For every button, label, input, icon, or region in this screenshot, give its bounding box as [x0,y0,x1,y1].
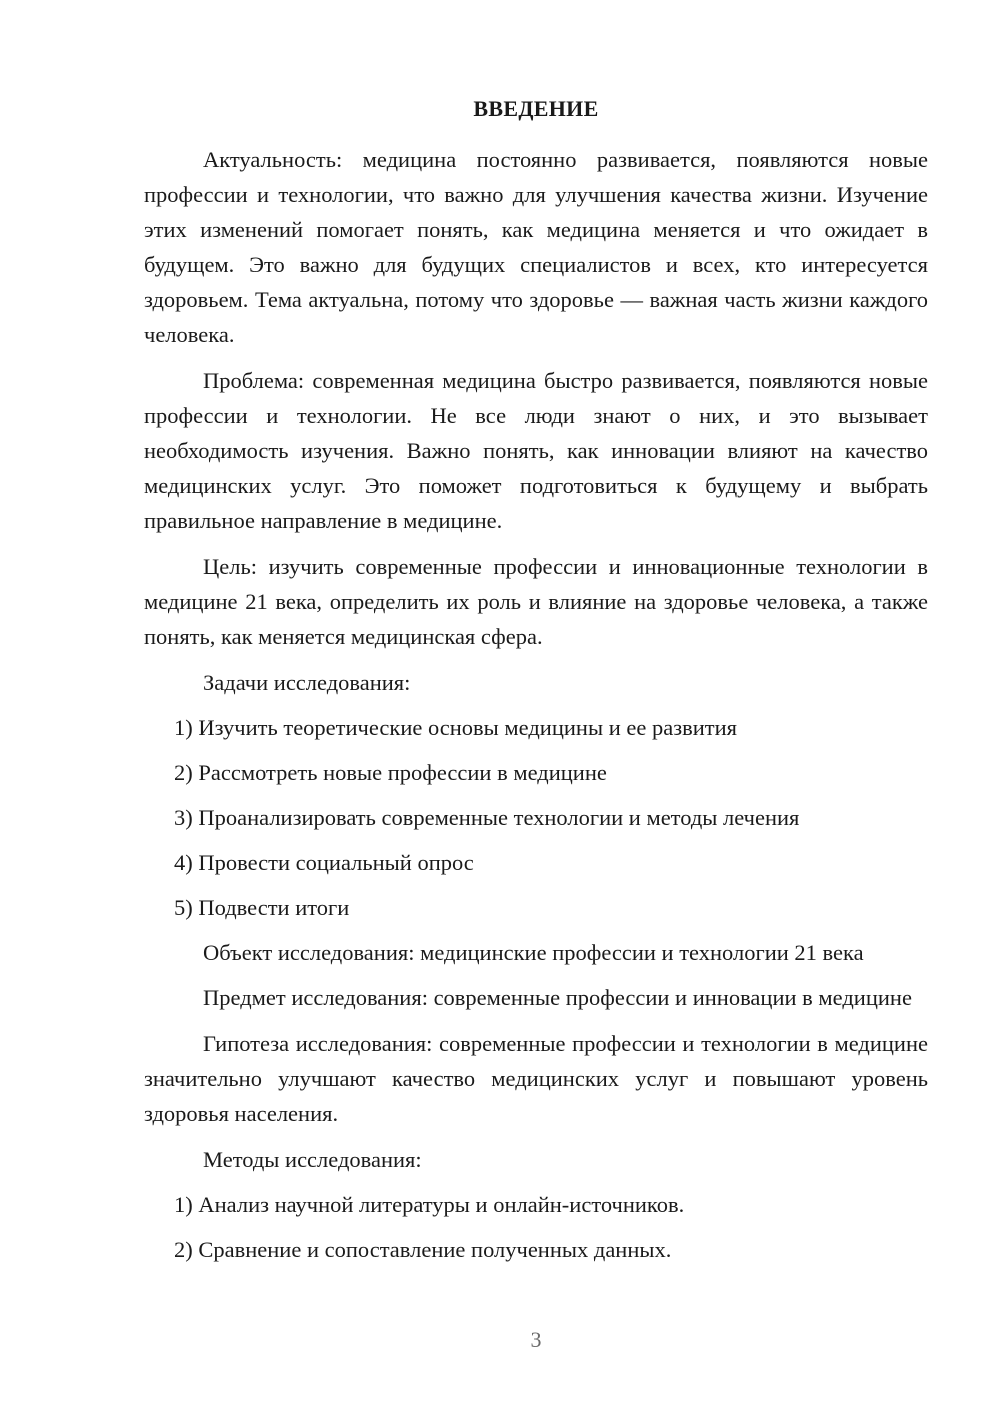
methods-heading: Методы исследования: [203,1147,422,1172]
task-item: 2) Рассмотреть новые профессии в медицине [174,760,607,785]
method-item: 1) Анализ научной литературы и онлайн-источников. [174,1192,685,1217]
task-item: 3) Проанализировать современные технологии и методы лечения [174,805,800,830]
tasks-heading: Задачи исследования: [203,670,411,695]
document-body [144,142,928,1277]
task-item: 1) Изучить теоретические основы медицины и ее развития [174,715,737,740]
task-item: 5) Подвести итоги [174,895,350,920]
section-heading: ВВЕДЕНИЕ [473,96,599,121]
hypothesis-paragraph: Гипотеза исследования: современные профессии и технологии в медицине значительно улучшают качество медицинских услуг и повышают уровень здоровья населения. [144,1031,928,1126]
relevance-paragraph: Актуальность: медицина постоянно развивается, появляются новые профессии и технологии, что важно для улучшения качества жизни. Изучение этих изменений помогает понять, как медицина меняется и что ожидает в будущем. Это важно для будущих специалистов и всех, кто интересуется здоровьем. Тема актуальна, потому что здоровье — важная часть жизни каждого человека. [144,147,928,347]
problem-paragraph: Проблема: современная медицина быстро развивается, появляются новые профессии и технологии. Не все люди знают о них, и это вызывает необходимость изучения. Важно понять, как инновации влияют на качество медицинских услуг. Это поможет подготовиться к будущему и выбрать правильное направление в медицине. [144,368,928,533]
object-paragraph: Объект исследования: медицинские профессии и технологии 21 века [203,940,864,965]
page-number: 3 [530,1327,542,1352]
subject-paragraph: Предмет исследования: современные профессии и инновации в медицине [203,985,912,1010]
task-item: 4) Провести социальный опрос [174,850,474,875]
goal-paragraph: Цель: изучить современные профессии и инновационные технологии в медицине 21 века, определить их роль и влияние на здоровье человека, а также понять, как меняется медицинская сфера. [144,554,928,649]
method-item: 2) Сравнение и сопоставление полученных данных. [174,1237,672,1262]
